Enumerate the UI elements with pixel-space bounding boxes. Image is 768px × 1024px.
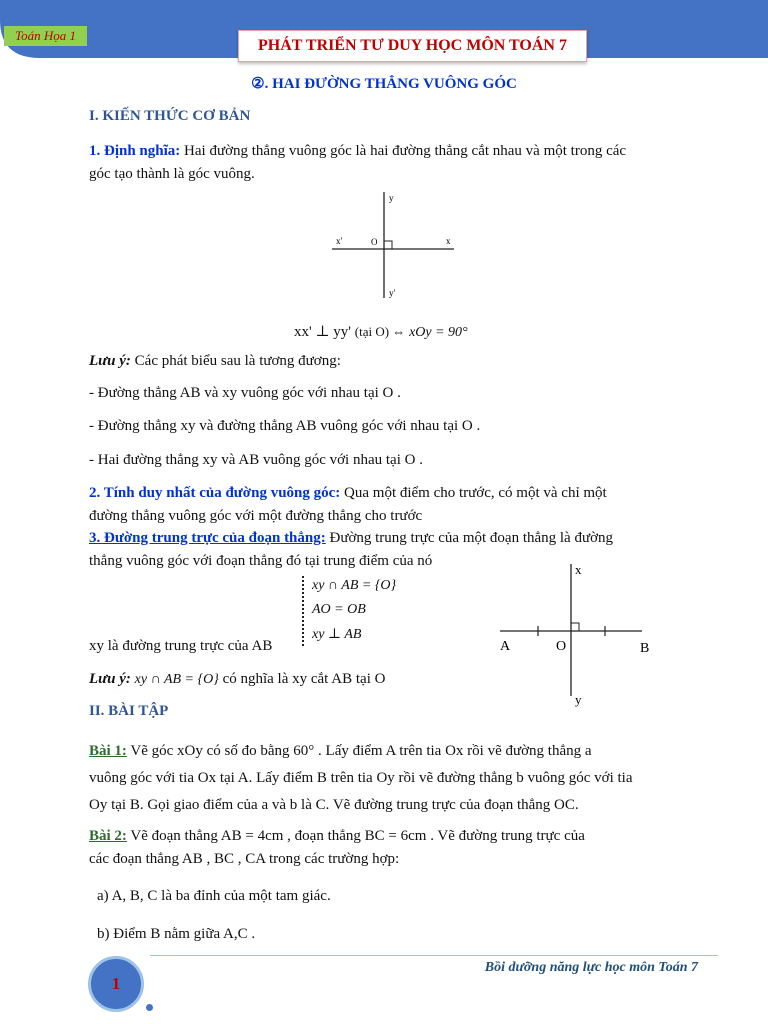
formula-lines: xx' ⊥ yy' bbox=[294, 324, 352, 340]
note-2-label: Lưu ý: bbox=[89, 671, 131, 687]
footer-text: Bồi dưỡng năng lực học môn Toán 7 bbox=[484, 960, 698, 975]
exercise-2-case-b: b) Điểm B nằm giữa A,C . bbox=[97, 926, 256, 942]
fig2-label-o: O bbox=[556, 639, 567, 654]
perpendicular-formula bbox=[294, 322, 468, 341]
system-line-3: xy ⊥ AB bbox=[312, 627, 362, 642]
system-line-2: AO = OB bbox=[312, 602, 366, 617]
bisector-text-1: Đường trung trực của một đoạn thẳng là đường bbox=[325, 530, 614, 546]
fig1-label-y: y bbox=[389, 193, 394, 203]
definition-label: 1. Định nghĩa: bbox=[89, 143, 181, 159]
note-1 bbox=[89, 350, 341, 373]
exercise-1-label: Bài 1: bbox=[89, 743, 127, 759]
fig1-label-o: O bbox=[371, 237, 378, 247]
definition bbox=[89, 140, 729, 186]
uniqueness bbox=[89, 482, 729, 528]
bisector-text-2: thẳng vuông góc với đoạn thẳng đó tại trung điểm của nó bbox=[89, 553, 433, 569]
note-1-label: Lưu ý: bbox=[89, 353, 131, 369]
section-heading-2: II. BÀI TẬP bbox=[89, 703, 169, 719]
header-tag: Toán Họa 1 bbox=[4, 26, 87, 46]
note-2-text: có nghĩa là xy cắt AB tại O bbox=[218, 671, 386, 687]
fig2-label-y: y bbox=[575, 692, 582, 707]
equivalence-3: - Hai đường thẳng xy và AB vuông góc với nhau tại O . bbox=[89, 452, 423, 468]
exercise-2-line-2: các đoạn thẳng AB , BC , CA trong các trường hợp: bbox=[89, 851, 400, 867]
fig1-label-y-neg: y' bbox=[389, 288, 396, 298]
equivalence-1: - Đường thẳng AB và xy vuông góc với nhau tại O . bbox=[89, 385, 401, 401]
exercise-1-line-2: vuông góc với tia Ox tại A. Lấy điểm B trên tia Oy rồi vẽ đường thẳng b vuông góc với tia bbox=[89, 770, 633, 786]
system-line-1: xy ∩ AB = {O} bbox=[312, 578, 397, 593]
definition-text-2: góc tạo thành là góc vuông. bbox=[89, 166, 255, 182]
exercise-1-line-3: Oy tại B. Gọi giao điểm của a và b là C. Vẽ đường trung trực của đoạn thẳng OC. bbox=[89, 797, 579, 813]
exercise-1 bbox=[89, 738, 729, 819]
exercise-2-line-1: Vẽ đoạn thẳng AB = 4cm , đoạn thẳng BC = 6cm . Vẽ đường trung trực của bbox=[126, 828, 585, 844]
note-2-formula: xy ∩ AB = {O} bbox=[134, 672, 219, 687]
uniqueness-text-1: Qua một điểm cho trước, có một và chỉ một bbox=[340, 485, 607, 501]
page-dot bbox=[146, 1004, 153, 1011]
exercise-1-line-1: Vẽ góc xOy có số đo bằng 60° . Lấy điểm A trên tia Ox rồi vẽ đường thẳng a bbox=[126, 743, 592, 759]
fig2-label-b: B bbox=[640, 641, 650, 656]
fig1-label-x: x bbox=[446, 236, 451, 246]
page-number: 1 bbox=[88, 956, 144, 1012]
perpendicular-figure bbox=[330, 188, 460, 300]
note-1-text: Các phát biểu sau là tương đương: bbox=[130, 353, 341, 369]
fig1-label-x-neg: x' bbox=[336, 236, 343, 246]
exercise-2-label: Bài 2: bbox=[89, 828, 127, 844]
uniqueness-label: 2. Tính duy nhất của đường vuông góc: bbox=[89, 485, 341, 501]
section-heading-1: I. KIẾN THỨC CƠ BẢN bbox=[89, 108, 251, 124]
exercise-2-case-a: a) A, B, C là ba đỉnh của một tam giác. bbox=[97, 888, 331, 904]
system-brace bbox=[302, 576, 307, 646]
note-2 bbox=[89, 668, 385, 691]
definition-text-1: Hai đường thẳng vuông góc là hai đường thẳng cắt nhau và một trong các bbox=[180, 143, 627, 159]
lesson-title: ②. HAI ĐƯỜNG THẲNG VUÔNG GÓC bbox=[251, 76, 517, 92]
fig2-label-a: A bbox=[500, 639, 511, 654]
bisector-label: 3. Đường trung trực của đoạn thẳng: bbox=[89, 530, 326, 546]
bisector-figure bbox=[490, 558, 660, 708]
formula-tail: (tại O) ⇔ bbox=[354, 324, 406, 339]
formula-angle: xOy = 90° bbox=[409, 325, 468, 340]
equivalence-2: - Đường thẳng xy và đường thẳng AB vuông góc với nhau tại O . bbox=[89, 418, 481, 434]
uniqueness-text-2: đường thẳng vuông góc với một đường thẳng cho trước bbox=[89, 508, 423, 524]
exercise-2 bbox=[89, 825, 729, 871]
footer-divider bbox=[150, 955, 718, 956]
page-title: PHÁT TRIỂN TƯ DUY HỌC MÔN TOÁN 7 bbox=[238, 30, 587, 62]
fig2-label-x: x bbox=[575, 562, 582, 577]
bisector-conclusion: xy là đường trung trực của AB bbox=[89, 638, 273, 654]
